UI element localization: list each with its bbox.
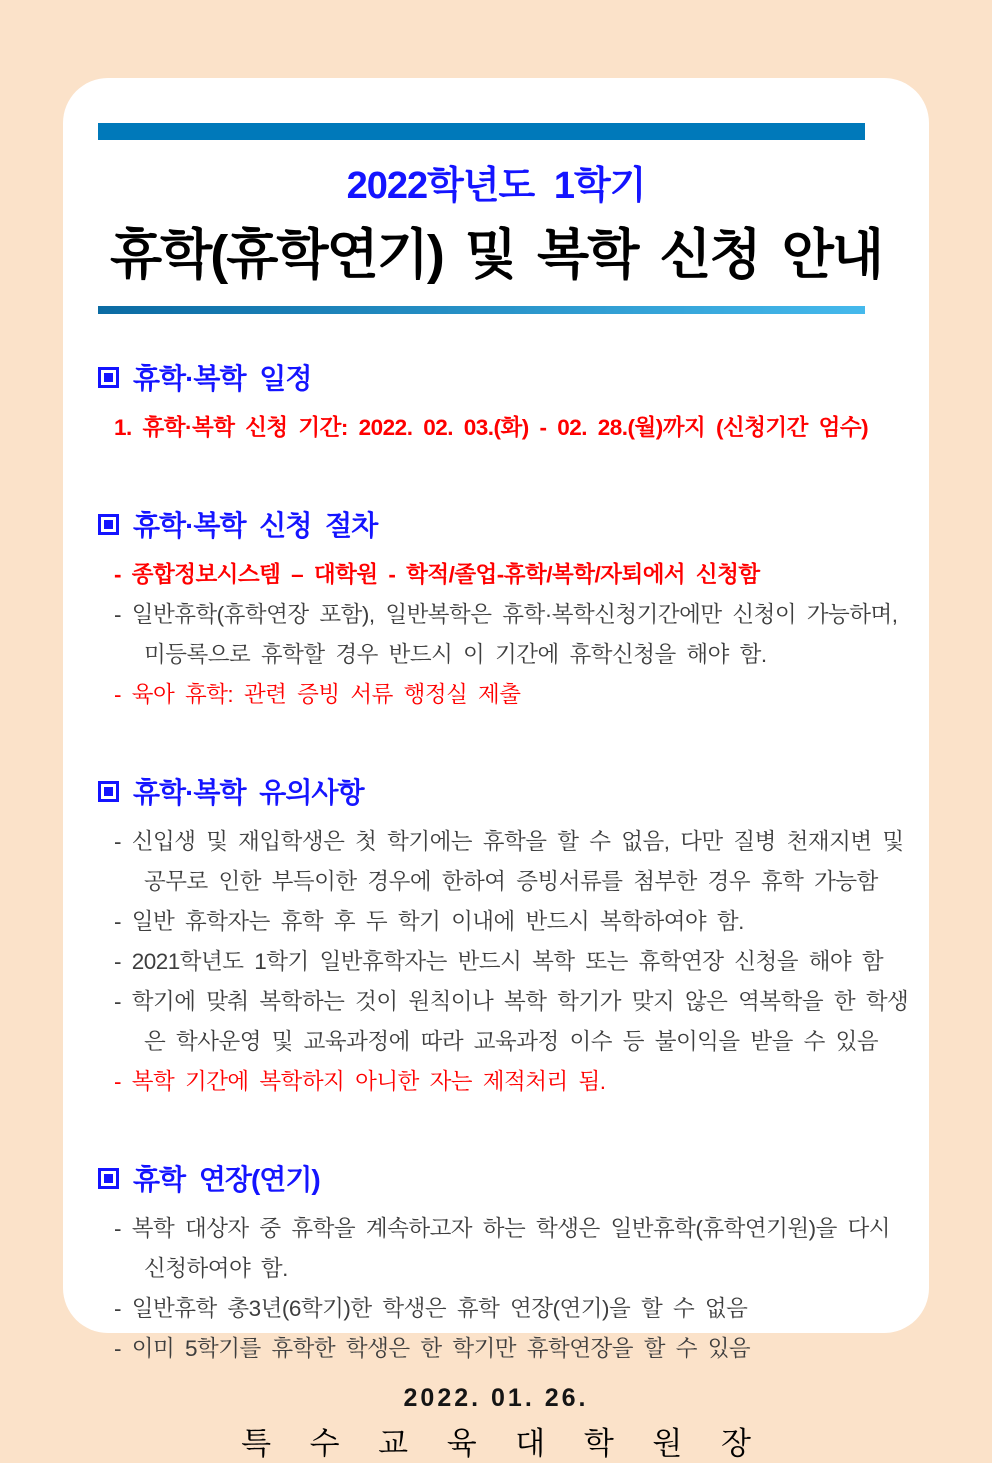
square-bullet-icon: [98, 781, 119, 802]
notice-line: 신청하여야 함.: [144, 1256, 288, 1281]
notice-line: - 종합정보시스템 – 대학원 - 학적/졸업-휴학/복학/자퇴에서 신청함: [114, 562, 760, 587]
square-bullet-icon: [98, 367, 119, 388]
section-items: [98, 555, 898, 715]
notice-line: - 일반휴학(휴학연장 포함), 일반복학은 휴학·복학신청기간에만 신청이 가능하며,: [114, 602, 898, 627]
notice-line: 미등록으로 휴학할 경우 반드시 이 기간에 휴학신청을 해야 함.: [144, 642, 767, 667]
notice-line: 은 학사운영 및 교육과정에 따라 교육과정 이수 등 불이익을 받을 수 있음: [144, 1029, 879, 1054]
notice-subtitle: 2022학년도 1학기: [346, 165, 646, 207]
section-header: [98, 504, 894, 544]
notice-line: - 2021학년도 1학기 일반휴학자는 반드시 복학 또는 휴학연장 신청을 해야 함: [114, 949, 884, 974]
notice-date: 2022. 01. 26.: [403, 1384, 589, 1412]
notice-card: [63, 78, 929, 1461]
signature-issuer: 특 수 교 육 대 학 원 장: [241, 1426, 766, 1461]
section-title: 휴학·복학 신청 절차: [133, 510, 378, 541]
notice-line: - 이미 5학기를 휴학한 학생은 한 학기만 휴학연장을 할 수 있음: [114, 1336, 751, 1361]
section-header: [98, 1158, 894, 1198]
section-title: 휴학·복학 일정: [133, 363, 312, 394]
notice-line: - 일반휴학 총3년(6학기)한 학생은 휴학 연장(연기)을 할 수 없음: [114, 1296, 748, 1321]
notice-line: - 복학 기간에 복학하지 아니한 자는 제적처리 됨.: [114, 1069, 606, 1094]
notice-line: - 일반 휴학자는 휴학 후 두 학기 이내에 반드시 복학하여야 함.: [114, 909, 744, 934]
notice-line: - 학기에 맞춰 복학하는 것이 원칙이나 복학 학기가 맞지 않은 역복학을 한 학생: [114, 989, 909, 1014]
section-header: [98, 771, 894, 811]
section: [98, 504, 898, 715]
title-underline-bar: [98, 306, 865, 314]
section-title: 휴학 연장(연기): [133, 1164, 320, 1195]
section-items: [98, 822, 909, 1102]
notice-line: 1. 휴학·복학 신청 기간: 2022. 02. 03.(화) - 02. 28.(월)까지 (신청기간 엄수): [114, 415, 869, 440]
section: [98, 357, 894, 448]
notice-title: 휴학(휴학연기) 및 복학 신청 안내: [109, 225, 883, 285]
section-items: [98, 1209, 894, 1369]
square-bullet-icon: [98, 514, 119, 535]
section-items: [98, 408, 894, 448]
section-title: 휴학·복학 유의사항: [133, 777, 364, 808]
notice-line: - 신입생 및 재입학생은 첫 학기에는 휴학을 할 수 없음, 다만 질병 천재지변 및: [114, 829, 904, 854]
section: [98, 771, 909, 1102]
notice-line: - 육아 휴학: 관련 증빙 서류 행정실 제출: [114, 682, 521, 707]
sections-container: [98, 357, 909, 1369]
top-accent-bar: [98, 123, 865, 140]
square-bullet-icon: [98, 1168, 119, 1189]
notice-line: 공무로 인한 부득이한 경우에 한하여 증빙서류를 첨부한 경우 휴학 가능함: [144, 869, 878, 894]
section: [98, 1158, 894, 1369]
notice-line: - 복학 대상자 중 휴학을 계속하고자 하는 학생은 일반휴학(휴학연기원)을 다시: [114, 1216, 891, 1241]
section-header: [98, 357, 894, 397]
